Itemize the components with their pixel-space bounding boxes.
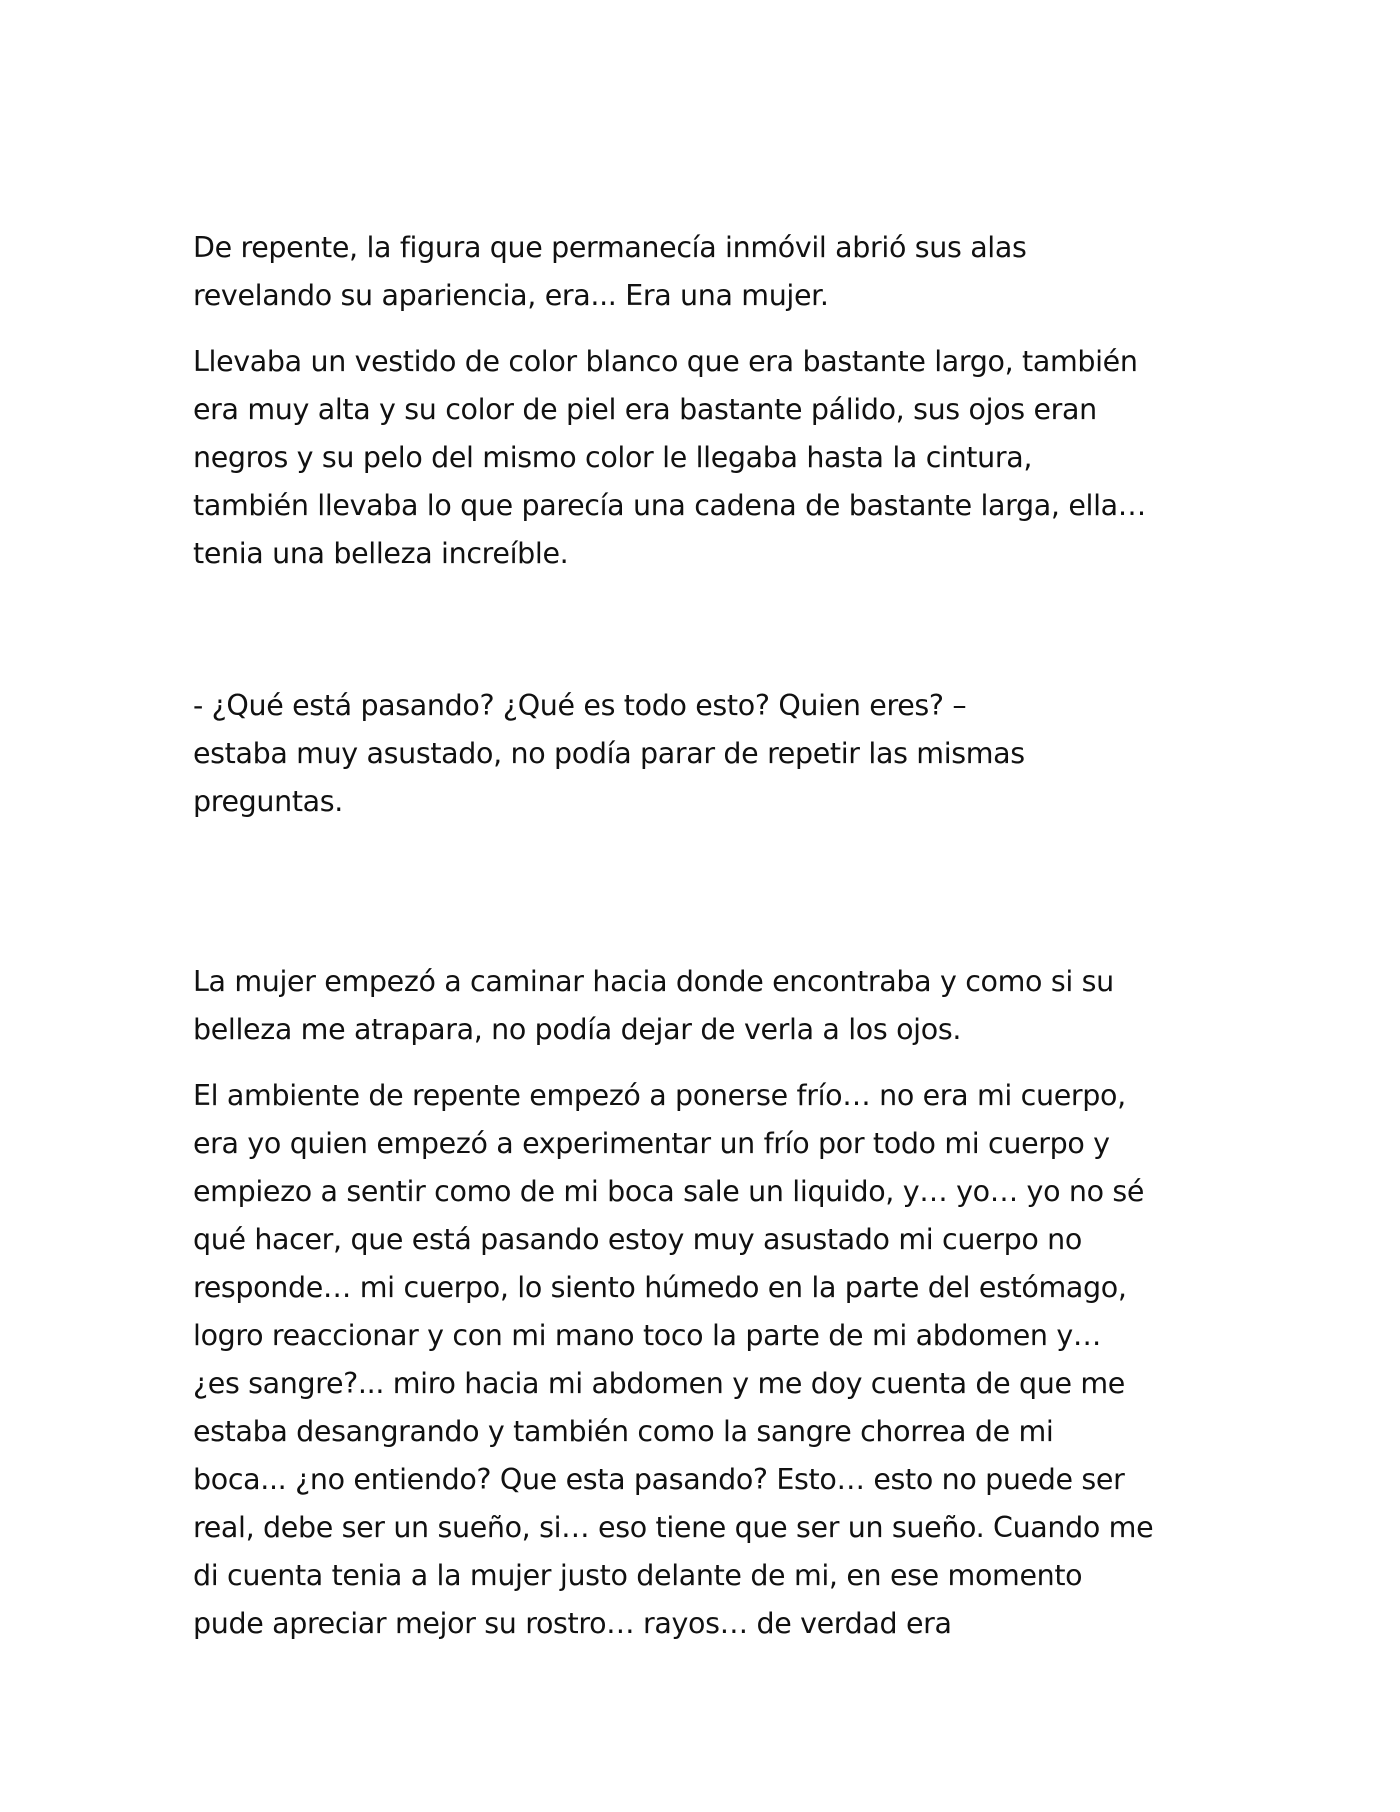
paragraph-5 [193, 1072, 1233, 1648]
paragraph-spacer [193, 844, 1233, 958]
paragraph-2 [193, 338, 1233, 578]
document-body [193, 224, 1233, 1666]
text-line: empiezo a sentir como de mi boca sale un liquido, y… yo… yo no sé [193, 1175, 1145, 1208]
text-line: qué hacer, que está pasando estoy muy asustado mi cuerpo no [193, 1223, 1082, 1256]
paragraph-1 [193, 224, 1233, 320]
text-line: - ¿Qué está pasando? ¿Qué es todo esto? Quien eres? – [193, 689, 967, 722]
text-line: revelando su apariencia, era... Era una mujer. [193, 279, 829, 312]
text-line: también llevaba lo que parecía una cadena de bastante larga, ella… [193, 489, 1146, 522]
text-line: belleza me atrapara, no podía dejar de verla a los ojos. [193, 1013, 962, 1046]
text-line: ¿es sangre?... miro hacia mi abdomen y me doy cuenta de que me [193, 1367, 1125, 1400]
text-line: logro reaccionar y con mi mano toco la parte de mi abdomen y… [193, 1319, 1102, 1352]
text-line: estaba muy asustado, no podía parar de repetir las mismas [193, 737, 1025, 770]
text-line: estaba desangrando y también como la sangre chorrea de mi [193, 1415, 1054, 1448]
text-line: negros y su pelo del mismo color le llegaba hasta la cintura, [193, 441, 1033, 474]
text-line: era yo quien empezó a experimentar un frío por todo mi cuerpo y [193, 1127, 1110, 1160]
text-line: di cuenta tenia a la mujer justo delante de mi, en ese momento [193, 1559, 1083, 1592]
text-line: pude apreciar mejor su rostro… rayos… de verdad era [193, 1607, 952, 1640]
text-line: De repente, la figura que permanecía inmóvil abrió sus alas [193, 231, 1027, 264]
text-line: preguntas. [193, 785, 343, 818]
text-line: La mujer empezó a caminar hacia donde encontraba y como si su [193, 965, 1114, 998]
text-line: era muy alta y su color de piel era bastante pálido, sus ojos eran [193, 393, 1097, 426]
text-line: real, debe ser un sueño, si… eso tiene que ser un sueño. Cuando me [193, 1511, 1154, 1544]
text-line: tenia una belleza increíble. [193, 537, 569, 570]
text-line: Llevaba un vestido de color blanco que era bastante largo, también [193, 345, 1138, 378]
text-line: boca... ¿no entiendo? Que esta pasando? Esto… esto no puede ser [193, 1463, 1125, 1496]
text-line: responde… mi cuerpo, lo siento húmedo en la parte del estómago, [193, 1271, 1127, 1304]
paragraph-3 [193, 682, 1233, 826]
paragraph-4 [193, 958, 1233, 1054]
paragraph-spacer [193, 596, 1233, 682]
text-line: El ambiente de repente empezó a ponerse frío… no era mi cuerpo, [193, 1079, 1126, 1112]
